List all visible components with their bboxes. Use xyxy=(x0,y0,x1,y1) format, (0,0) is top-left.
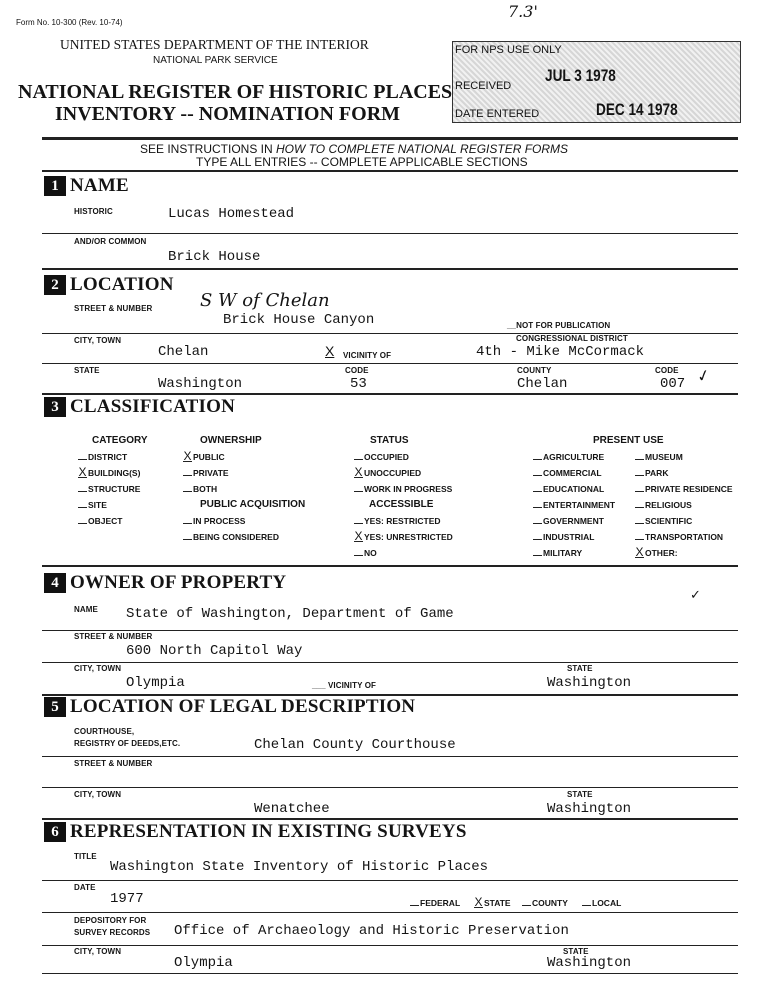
form-title: NATIONAL REGISTER OF HISTORIC PLACES xyxy=(18,81,453,103)
instructions-line2: TYPE ALL ENTRIES -- COMPLETE APPLICABLE SECTIONS xyxy=(196,155,528,169)
check-mark[interactable]: X xyxy=(78,465,87,479)
check-mark[interactable] xyxy=(582,905,591,906)
owner-city-field[interactable]: Olympia xyxy=(126,675,185,691)
check-mark[interactable] xyxy=(635,507,644,508)
checkbox-private[interactable] xyxy=(183,468,229,478)
section-number: 2 xyxy=(44,275,66,295)
street-label: STREET & NUMBER xyxy=(74,304,153,313)
owner-name-label: NAME xyxy=(74,605,98,614)
county-field[interactable]: Chelan xyxy=(517,376,568,392)
divider xyxy=(42,170,738,172)
checkbox-object[interactable] xyxy=(78,516,122,526)
checkbox-label: RELIGIOUS xyxy=(645,500,692,510)
instructions-title: HOW TO COMPLETE NATIONAL REGISTER FORMS xyxy=(276,142,569,156)
owner-name-field[interactable]: State of Washington, Department of Game xyxy=(126,606,454,622)
checkbox-label: NO xyxy=(364,548,377,558)
checkbox-label: PARK xyxy=(645,468,669,478)
survey-city-label: CITY, TOWN xyxy=(74,947,122,956)
accessible-header: ACCESSIBLE xyxy=(369,499,434,510)
county-code-label: CODE xyxy=(655,366,679,375)
checkbox-transportation[interactable] xyxy=(635,532,723,542)
check-mark[interactable] xyxy=(354,491,363,492)
check-mark[interactable] xyxy=(635,459,644,460)
checkbox-agriculture[interactable] xyxy=(533,452,604,462)
state-code-field[interactable]: 53 xyxy=(350,376,367,392)
checkbox-work-in-progress[interactable] xyxy=(354,484,452,494)
check-mark[interactable] xyxy=(78,507,87,508)
check-mark[interactable] xyxy=(410,905,419,906)
check-mark[interactable]: X xyxy=(354,529,363,543)
checkbox-structure[interactable] xyxy=(78,484,140,494)
checkbox-label: BEING CONSIDERED xyxy=(193,532,279,542)
checkbox-park[interactable] xyxy=(635,468,668,478)
check-mark[interactable] xyxy=(183,491,192,492)
check-mark[interactable] xyxy=(78,523,87,524)
historic-label: HISTORIC xyxy=(74,207,113,216)
courthouse-field[interactable]: Chelan County Courthouse xyxy=(254,737,456,753)
checkbox-religious[interactable] xyxy=(635,500,692,510)
owner-state-field[interactable]: Washington xyxy=(547,675,632,691)
checkbox-label: FEDERAL xyxy=(420,898,461,908)
section-number: 4 xyxy=(44,573,66,593)
check-mark[interactable] xyxy=(635,475,644,476)
check-mark[interactable] xyxy=(183,475,192,476)
state-label: STATE xyxy=(74,366,100,375)
status-header: STATUS xyxy=(370,435,409,446)
category-header: CATEGORY xyxy=(92,435,148,446)
checkbox-label: BUILDING(S) xyxy=(88,468,141,478)
public-acquisition-header: PUBLIC ACQUISITION xyxy=(200,499,306,510)
check-mark[interactable] xyxy=(78,459,87,460)
divider xyxy=(42,363,738,364)
checkbox-military[interactable] xyxy=(533,548,582,558)
owner-street-field[interactable]: 600 North Capitol Way xyxy=(126,643,303,659)
checkbox-label: UNOCCUPIED xyxy=(364,468,422,478)
checkbox-label: SCIENTIFIC xyxy=(645,516,693,526)
divider xyxy=(42,565,738,567)
divider xyxy=(42,333,738,334)
depository-field[interactable]: Office of Archaeology and Historic Preservation xyxy=(174,923,569,939)
checkbox-state[interactable] xyxy=(474,895,511,909)
check-mark[interactable]: X xyxy=(183,449,192,463)
check-mark[interactable]: X xyxy=(354,465,363,479)
checkbox-label: AGRICULTURE xyxy=(543,452,605,462)
section-title-surveys: REPRESENTATION IN EXISTING SURVEYS xyxy=(70,821,467,842)
divider xyxy=(42,268,738,270)
survey-city-field[interactable]: Olympia xyxy=(174,955,233,971)
survey-title-field[interactable]: Washington State Inventory of Historic Places xyxy=(110,859,489,875)
congressional-district-field[interactable]: 4th - Mike McCormack xyxy=(476,344,645,360)
received-stamp: JUL 3 1978 xyxy=(545,66,616,85)
check-mark[interactable] xyxy=(533,491,542,492)
legal-state-field[interactable]: Washington xyxy=(547,801,632,817)
city-field[interactable]: Chelan xyxy=(158,344,209,360)
form-number: Form No. 10-300 (Rev. 10-74) xyxy=(16,18,123,27)
owner-street-label: STREET & NUMBER xyxy=(74,632,153,641)
check-mark[interactable] xyxy=(78,491,87,492)
check-mark[interactable] xyxy=(183,523,192,524)
section-number: 1 xyxy=(44,176,66,196)
check-mark[interactable] xyxy=(522,905,531,906)
checkbox-no[interactable] xyxy=(354,548,377,558)
owner-city-label: CITY, TOWN xyxy=(74,664,122,673)
depository-label: DEPOSITORY FOR xyxy=(74,916,147,925)
checkbox-label: YES: RESTRICTED xyxy=(364,516,441,526)
vicinity-label: VICINITY OF xyxy=(343,351,392,360)
checkbox-label: WORK IN PROGRESS xyxy=(364,484,453,494)
checkbox-label: DISTRICT xyxy=(88,452,128,462)
checkbox-label: GOVERNMENT xyxy=(543,516,604,526)
checkbox-scientific[interactable] xyxy=(635,516,692,526)
check-mark[interactable] xyxy=(354,459,363,460)
street-field[interactable]: Brick House Canyon xyxy=(223,312,375,328)
checkbox-educational[interactable] xyxy=(533,484,604,494)
checkbox-label: BOTH xyxy=(193,484,218,494)
checkbox-label: LOCAL xyxy=(592,898,622,908)
checkbox-label: OTHER: xyxy=(645,548,678,558)
check-mark[interactable]: X xyxy=(635,545,644,559)
checkbox-label: STRUCTURE xyxy=(88,484,141,494)
section-title-classification: CLASSIFICATION xyxy=(70,396,236,417)
checkmark-icon: ✓ xyxy=(690,587,701,602)
agency-name: UNITED STATES DEPARTMENT OF THE INTERIOR xyxy=(60,37,369,52)
date-entered-label: DATE ENTERED xyxy=(455,108,540,120)
checkbox-building-s[interactable] xyxy=(78,465,141,479)
common-name-field[interactable]: Brick House xyxy=(168,249,261,265)
registry-label: REGISTRY OF DEEDS,ETC. xyxy=(74,739,181,748)
legal-street-label: STREET & NUMBER xyxy=(74,759,153,768)
checkbox-label: IN PROCESS xyxy=(193,516,246,526)
checkbox-occupied[interactable] xyxy=(354,452,409,462)
checkbox-label: SITE xyxy=(88,500,107,510)
checkbox-both[interactable] xyxy=(183,484,217,494)
divider xyxy=(42,662,738,663)
check-mark[interactable] xyxy=(533,523,542,524)
checkbox-county[interactable] xyxy=(522,898,568,908)
nps-use-box xyxy=(452,41,741,123)
divider xyxy=(42,393,738,395)
section-title-name: NAME xyxy=(70,175,129,196)
checkbox-label: MUSEUM xyxy=(645,452,683,462)
divider xyxy=(42,912,738,913)
checkbox-label: INDUSTRIAL xyxy=(543,532,595,542)
handwritten-note: 7.3' xyxy=(508,2,538,21)
checkmark-icon: ✓ xyxy=(695,366,713,387)
legal-city-label: CITY, TOWN xyxy=(74,790,122,799)
checkbox-label: YES: UNRESTRICTED xyxy=(364,532,453,542)
check-mark[interactable] xyxy=(354,523,363,524)
section-title-legal: LOCATION OF LEGAL DESCRIPTION xyxy=(70,696,416,717)
checkbox-label: STATE xyxy=(484,898,511,908)
checkbox-label: PRIVATE xyxy=(193,468,229,478)
courthouse-label: COURTHOUSE, xyxy=(74,727,135,736)
checkbox-entertainment[interactable] xyxy=(533,500,615,510)
instructions-line1 xyxy=(140,142,568,156)
check-mark[interactable] xyxy=(183,539,192,540)
divider xyxy=(42,787,738,788)
section-title-location: LOCATION xyxy=(70,274,174,295)
check-mark[interactable] xyxy=(533,507,542,508)
checkbox-label: OBJECT xyxy=(88,516,123,526)
divider xyxy=(42,630,738,631)
checkbox-label: PRIVATE RESIDENCE xyxy=(645,484,733,494)
divider xyxy=(42,945,738,946)
checkbox-label: TRANSPORTATION xyxy=(645,532,724,542)
checkbox-site[interactable] xyxy=(78,500,107,510)
congressional-district-label: CONGRESSIONAL DISTRICT xyxy=(516,334,628,343)
checkbox-label: EDUCATIONAL xyxy=(543,484,605,494)
check-mark[interactable] xyxy=(533,459,542,460)
checkbox-label: OCCUPIED xyxy=(364,452,409,462)
checkbox-in-process[interactable] xyxy=(183,516,245,526)
present-use-header: PRESENT USE xyxy=(593,435,664,446)
checkbox-being-considered[interactable] xyxy=(183,532,279,542)
street-handwritten: S W of Chelan xyxy=(200,290,330,311)
checkbox-unoccupied[interactable] xyxy=(354,465,422,479)
checkbox-public[interactable] xyxy=(183,449,225,463)
state-code-label: CODE xyxy=(345,366,369,375)
check-mark[interactable] xyxy=(635,491,644,492)
checkbox-label: COMMERCIAL xyxy=(543,468,602,478)
checkbox-private-residence[interactable] xyxy=(635,484,733,494)
survey-state-label: STATE xyxy=(563,947,589,956)
owner-vicinity: ___ VICINITY OF xyxy=(312,681,377,690)
check-mark[interactable] xyxy=(635,539,644,540)
divider xyxy=(42,880,738,881)
checkbox-label: COUNTY xyxy=(532,898,568,908)
not-for-publication: __NOT FOR PUBLICATION xyxy=(507,321,611,330)
checkbox-district[interactable] xyxy=(78,452,127,462)
ownership-header: OWNERSHIP xyxy=(200,435,262,446)
historic-name-field[interactable]: Lucas Homestead xyxy=(168,206,295,222)
check-mark[interactable] xyxy=(533,555,542,556)
section-title-owner: OWNER OF PROPERTY xyxy=(70,572,287,593)
section-number: 6 xyxy=(44,822,66,842)
checkbox-label: ENTERTAINMENT xyxy=(543,500,616,510)
checkbox-yes-unrestricted[interactable] xyxy=(354,529,453,543)
check-mark[interactable] xyxy=(354,555,363,556)
instructions-prefix: SEE INSTRUCTIONS IN xyxy=(140,142,277,156)
survey-records-label: SURVEY RECORDS xyxy=(74,928,151,937)
divider xyxy=(42,233,738,234)
checkbox-local[interactable] xyxy=(582,898,621,908)
survey-date-label: DATE xyxy=(74,883,96,892)
divider xyxy=(42,973,738,974)
checkbox-government[interactable] xyxy=(533,516,604,526)
common-name-label: AND/OR COMMON xyxy=(74,237,147,246)
checkbox-label: MILITARY xyxy=(543,548,583,558)
checkbox-label: PUBLIC xyxy=(193,452,225,462)
nps-heading: FOR NPS USE ONLY xyxy=(455,44,562,56)
checkbox-commercial[interactable] xyxy=(533,468,602,478)
county-label: COUNTY xyxy=(517,366,552,375)
legal-state-label: STATE xyxy=(567,790,593,799)
check-mark[interactable] xyxy=(635,523,644,524)
state-field[interactable]: Washington xyxy=(158,376,243,392)
received-label: RECEIVED xyxy=(455,80,512,92)
checkbox-other[interactable] xyxy=(635,545,678,559)
legal-city-field[interactable]: Wenatchee xyxy=(254,801,330,817)
divider xyxy=(42,137,738,140)
survey-date-field[interactable]: 1977 xyxy=(110,891,144,907)
form-subtitle: INVENTORY -- NOMINATION FORM xyxy=(55,103,401,125)
county-code-field[interactable]: 007 xyxy=(660,376,686,392)
city-label: CITY, TOWN xyxy=(74,336,122,345)
section-number: 3 xyxy=(44,397,66,417)
vicinity-mark[interactable]: X xyxy=(325,343,335,359)
checkbox-industrial[interactable] xyxy=(533,532,594,542)
checkbox-federal[interactable] xyxy=(410,898,460,908)
entered-stamp: DEC 14 1978 xyxy=(596,100,678,119)
divider xyxy=(42,818,738,820)
check-mark[interactable]: X xyxy=(474,895,483,909)
check-mark[interactable] xyxy=(533,539,542,540)
divider xyxy=(42,756,738,757)
owner-state-label: STATE xyxy=(567,664,593,673)
service-name: NATIONAL PARK SERVICE xyxy=(153,55,278,66)
check-mark[interactable] xyxy=(533,475,542,476)
section-number: 5 xyxy=(44,697,66,717)
survey-title-label: TITLE xyxy=(74,852,97,861)
checkbox-museum[interactable] xyxy=(635,452,683,462)
survey-state-field[interactable]: Washington xyxy=(547,955,632,971)
checkbox-yes-restricted[interactable] xyxy=(354,516,441,526)
